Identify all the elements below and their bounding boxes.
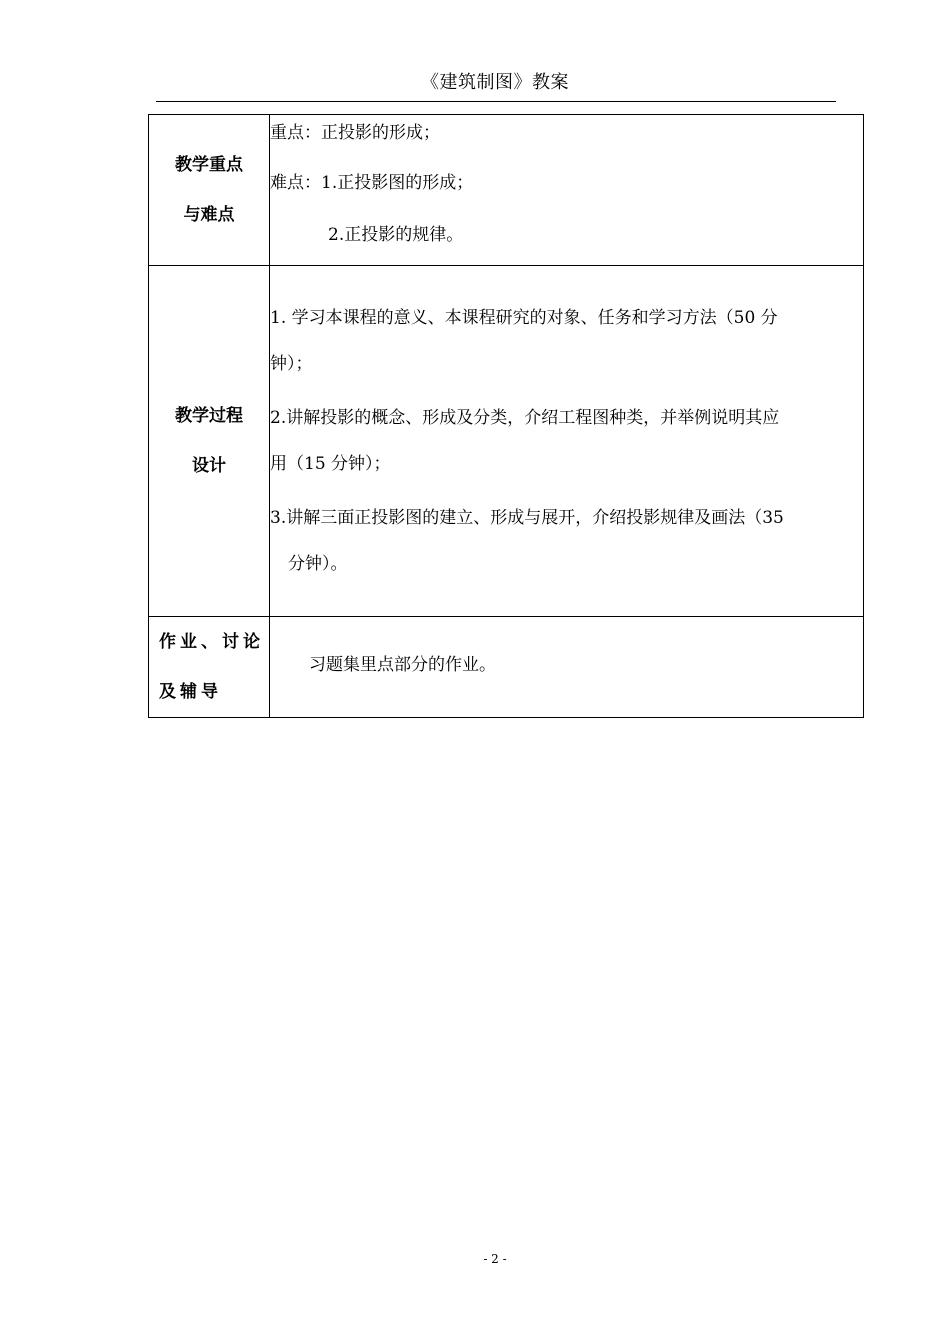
key-point-text: 重点：正投影的形成； (270, 123, 440, 143)
process-content-cell (270, 266, 864, 617)
table-row-homework (149, 617, 864, 718)
homework-content-cell (270, 617, 864, 718)
process-label-line2: 设计 (192, 456, 226, 476)
process-item-2-line2: 用（15 分钟）； (270, 454, 391, 474)
page-number: - 2 - (483, 1252, 507, 1266)
difficulty-text-2: 2.正投影的规律。 (328, 225, 464, 245)
process-item-2-line1: 2.讲解投影的概念、形成及分类，介绍工程图种类，并举例说明其应 (270, 408, 780, 428)
homework-label-cell (149, 617, 270, 718)
process-item (270, 395, 863, 487)
process-label-line1: 教学过程 (175, 406, 243, 426)
process-item (270, 295, 863, 387)
process-item-3-line2: 分钟）。 (288, 554, 348, 574)
focus-label-cell (149, 115, 270, 266)
homework-label-line2: 及辅导 (159, 682, 222, 702)
process-item (270, 495, 863, 587)
difficulty-text-1: 难点：1.正投影图的形成； (270, 173, 474, 193)
process-item-3-line1: 3.讲解三面正投影图的建立、形成与展开，介绍投影规律及画法（35 (270, 508, 784, 528)
focus-label-line2: 与难点 (183, 205, 235, 225)
document-header-title: 《建筑制图》教案 (421, 72, 569, 93)
process-item-1-line2: 钟）； (270, 354, 313, 374)
homework-text: 习题集里点部分的作业。 (309, 654, 496, 675)
process-label-cell (149, 266, 270, 617)
homework-label-line1: 作业、讨论 (159, 632, 264, 652)
header-rule (156, 101, 836, 102)
focus-content-cell (270, 115, 864, 266)
table-row-process (149, 266, 864, 617)
focus-label-line1: 教学重点 (175, 155, 243, 175)
lesson-plan-table (148, 114, 864, 718)
process-item-1-line1: 1. 学习本课程的意义、本课程研究的对象、任务和学习方法（50 分 (270, 308, 778, 328)
table-row-focus (149, 115, 864, 266)
